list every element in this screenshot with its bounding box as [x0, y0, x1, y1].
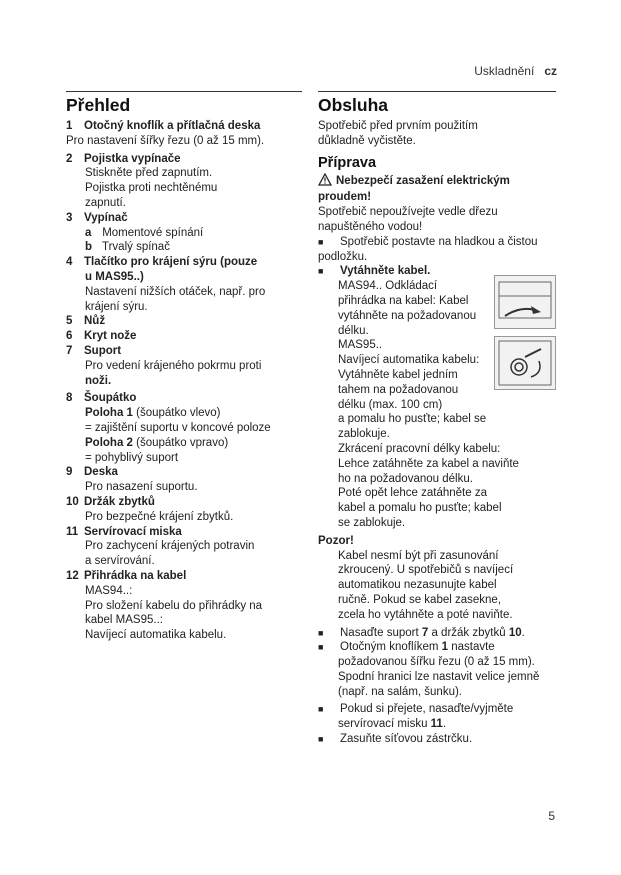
list-item: 1 Otočný knoflík a přítlačná deska Pro nastavení šířky řezu (0 až 15 mm). [66, 120, 265, 147]
header-language: cz [544, 64, 557, 78]
list-item: ■ Zasuňte síťovou zástrčku. [318, 732, 556, 747]
running-header [474, 64, 557, 78]
operation-title: Obsluha [318, 95, 389, 115]
list-item: 3 Vypínač a Momentové spínání b Trvalý spínač [66, 211, 204, 254]
list-item: 5 Nůž [66, 315, 106, 328]
divider [66, 91, 302, 92]
list-item: ■ Spotřebič postavte na hladkou a čistou [318, 235, 556, 250]
list-item: 8 Šoupátko Poloha 1 (šoupátko vlevo) = zajištění suportu v koncové poloze Poloha 2 (šoupátko vpravo) = pohyblivý suport [66, 392, 271, 464]
list-item: 6 Kryt nože [66, 330, 137, 343]
list-item: 10 Držák zbytků Pro bezpečné krájení zbytků. [66, 495, 234, 523]
list-item: 7 Suport Pro vedení krájeného pokrmu proti noži. [66, 344, 262, 387]
list-item: 11 Servírovací miska Pro zachycení krájených potravin a servírování. [66, 525, 255, 568]
warning-title: Nebezpečí zasažení elektrickým [336, 174, 510, 187]
overview-column [66, 91, 302, 643]
list-item: ■ Nasaďte suport 7 a držák zbytků 10. [318, 626, 556, 641]
header-section: Uskladnění [474, 64, 535, 78]
operation-column: Obsluha Spotřebič před prvním použitím důkladně vyčistěte. Příprava Nebezpečí zasažení elektrickým proudem! Spotřebič nepoužívejte vedle dřezu napuštěného vodou! ■ Spotřebič postavte na hladkou a čistou podložku. ■ Vytáhněte kabel. MAS94.. Odkládací přihrádka na kabel: Kabel vytáhněte na požadovanou délku. MAS95.. Navíjecí automatika kabelu: Vytáhněte kabel jedním tahem na požadovanou délku (max. 100 cm) a pomalu ho pusťte; kabel se zablokuje. Zkrácení pracovní délky kabelu: Lehce zatáhněte za kabel a naviňte ho na požadovanou délku. Poté opět lehce zatáhněte za kabel a pomalu ho pusťte; kabel se zablokuje. Pozor! Kabel nesmí být při zasunování zkroucený. U spotřebičů s navíjecí automatikou nezasunujte kabel ručně. Pokud se kabel zasekne, zcela ho vytáhněte a poté naviňte. ■ Nasaďte suport 7 a držák zbytků 10. ■ Otočným knoflíkem 1 nastavte požadovanou šířku řezu (0 až 15 mm). Spodní hranici lze nastavit velice jemně (např. na salám, šunku). ■ Pokud si přejete, nasaďte/vyjměte servírovací misku 11. ■ Zasuňte síťovou zástrčku. [318, 91, 556, 747]
list-item: 4 Tlačítko pro krájení sýru (pouze u MAS95..) Nastavení nižších otáček, např. pro krájení sýru. [66, 256, 266, 313]
list-item: 12 Přihrádka na kabel MAS94..: Pro složení kabelu do přihrádky na kabel MAS95..: Navíjecí automatika kabelu. [66, 569, 263, 642]
cable-rewind-illustration [494, 336, 556, 390]
caution-text: Kabel nesmí být při zasunování zkroucený. U spotřebičů s navíjecí automatikou nezasunujte kabel ručně. Pokud se kabel zasekne, zcela ho vytáhněte a poté naviňte. [338, 549, 514, 621]
cable-storage-illustration [494, 275, 556, 329]
divider [318, 91, 556, 92]
preparation-title: Příprava [318, 154, 377, 171]
list-item: ■ Pokud si přejete, nasaďte/vyjměte [318, 702, 556, 717]
list-item: 2 Pojistka vypínače Stiskněte před zapnutím. Pojistka proti nechtěnému zapnutí. [66, 152, 218, 209]
list-item: ■ Otočným knoflíkem 1 nastavte [318, 640, 556, 655]
page-number: 5 [548, 809, 555, 823]
overview-title: Přehled [66, 95, 131, 115]
warning-triangle-icon [318, 173, 332, 191]
cable-instructions: MAS94.. Odkládací přihrádka na kabel: Kabel vytáhněte na požadovanou délku. MAS95.. Navíjecí automatika kabelu: Vytáhněte kabel jedním tahem na požadovanou délku (max. 100 cm) a pomalu ho pusťte; kabel se zablokuje. Zkrácení pracovní délky kabelu: Lehce zatáhněte za kabel a naviňte ho na požadovanou délku. Poté opět lehce zatáhněte za kabel a pomalu ho pusťte; kabel se zablokuje. [338, 280, 519, 529]
list-item: 9 Deska Pro nasazení suportu. [66, 466, 198, 494]
list-item: ■ Vytáhněte kabel. [318, 264, 556, 279]
caution-title: Pozor! [318, 534, 354, 547]
